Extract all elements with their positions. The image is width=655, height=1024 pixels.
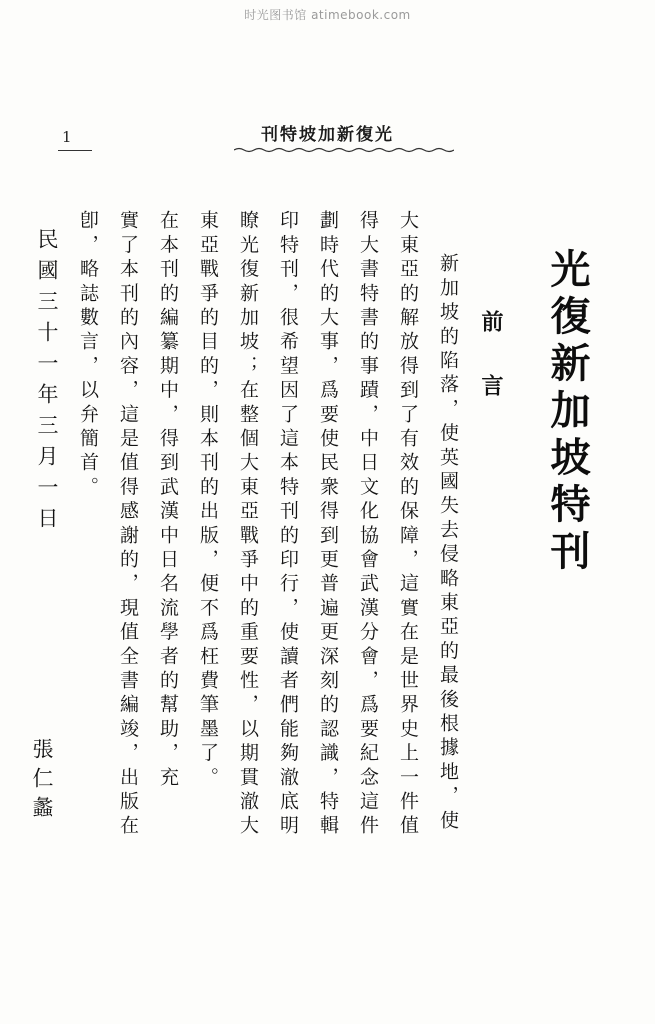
body-column-2: 大東亞的解放得到了有效的保障，這實在是世界史上一件值 [397, 210, 419, 840]
body-column-6: 瞭光復新加坡；在整個大東亞戰爭中的重要性，以期貫澈大 [237, 210, 259, 840]
page-number: 1 [62, 128, 72, 146]
body-column-1: 新加坡的陷落，使英國失去侵略東亞的最後根據地，使 [437, 253, 459, 834]
running-header [0, 120, 655, 160]
body-column-3: 得大書特書的事蹟，中日文化協會武漢分會，爲要紀念這件 [357, 210, 379, 840]
wavy-rule-decoration [234, 147, 454, 153]
body-column-4: 劃時代的大事，爲要使民衆得到更普遍更深刻的認識，特輯 [317, 210, 339, 840]
body-column-5: 印特刊，很希望因了這本特刊的印行，使讀者們能夠澈底明 [277, 210, 299, 840]
body-column-9: 實了本刊的內容，這是值得感謝的，現值全書編竣，出版在 [117, 210, 139, 840]
body-column-7: 東亞戰爭的目的，則本刊的出版，便不爲枉費筆墨了。 [197, 210, 219, 791]
page-number-rule [58, 150, 92, 151]
article-subtitle: 前 言 [478, 310, 504, 406]
body-column-10: 卽，略誌數言，以弁簡首。 [77, 210, 99, 501]
author-signature: 張仁蠡 [30, 738, 54, 825]
article-title: 光復新加坡特刊 [544, 248, 591, 577]
body-column-8: 在本刊的編纂期中，得到武漢中日名流學者的幫助，充 [157, 210, 179, 791]
running-title: 刊特坡加新復光 [261, 125, 394, 145]
publication-date: 民國三十一年三月一日 [35, 228, 59, 538]
site-watermark: 时光图书馆 atimebook.com [244, 8, 411, 22]
